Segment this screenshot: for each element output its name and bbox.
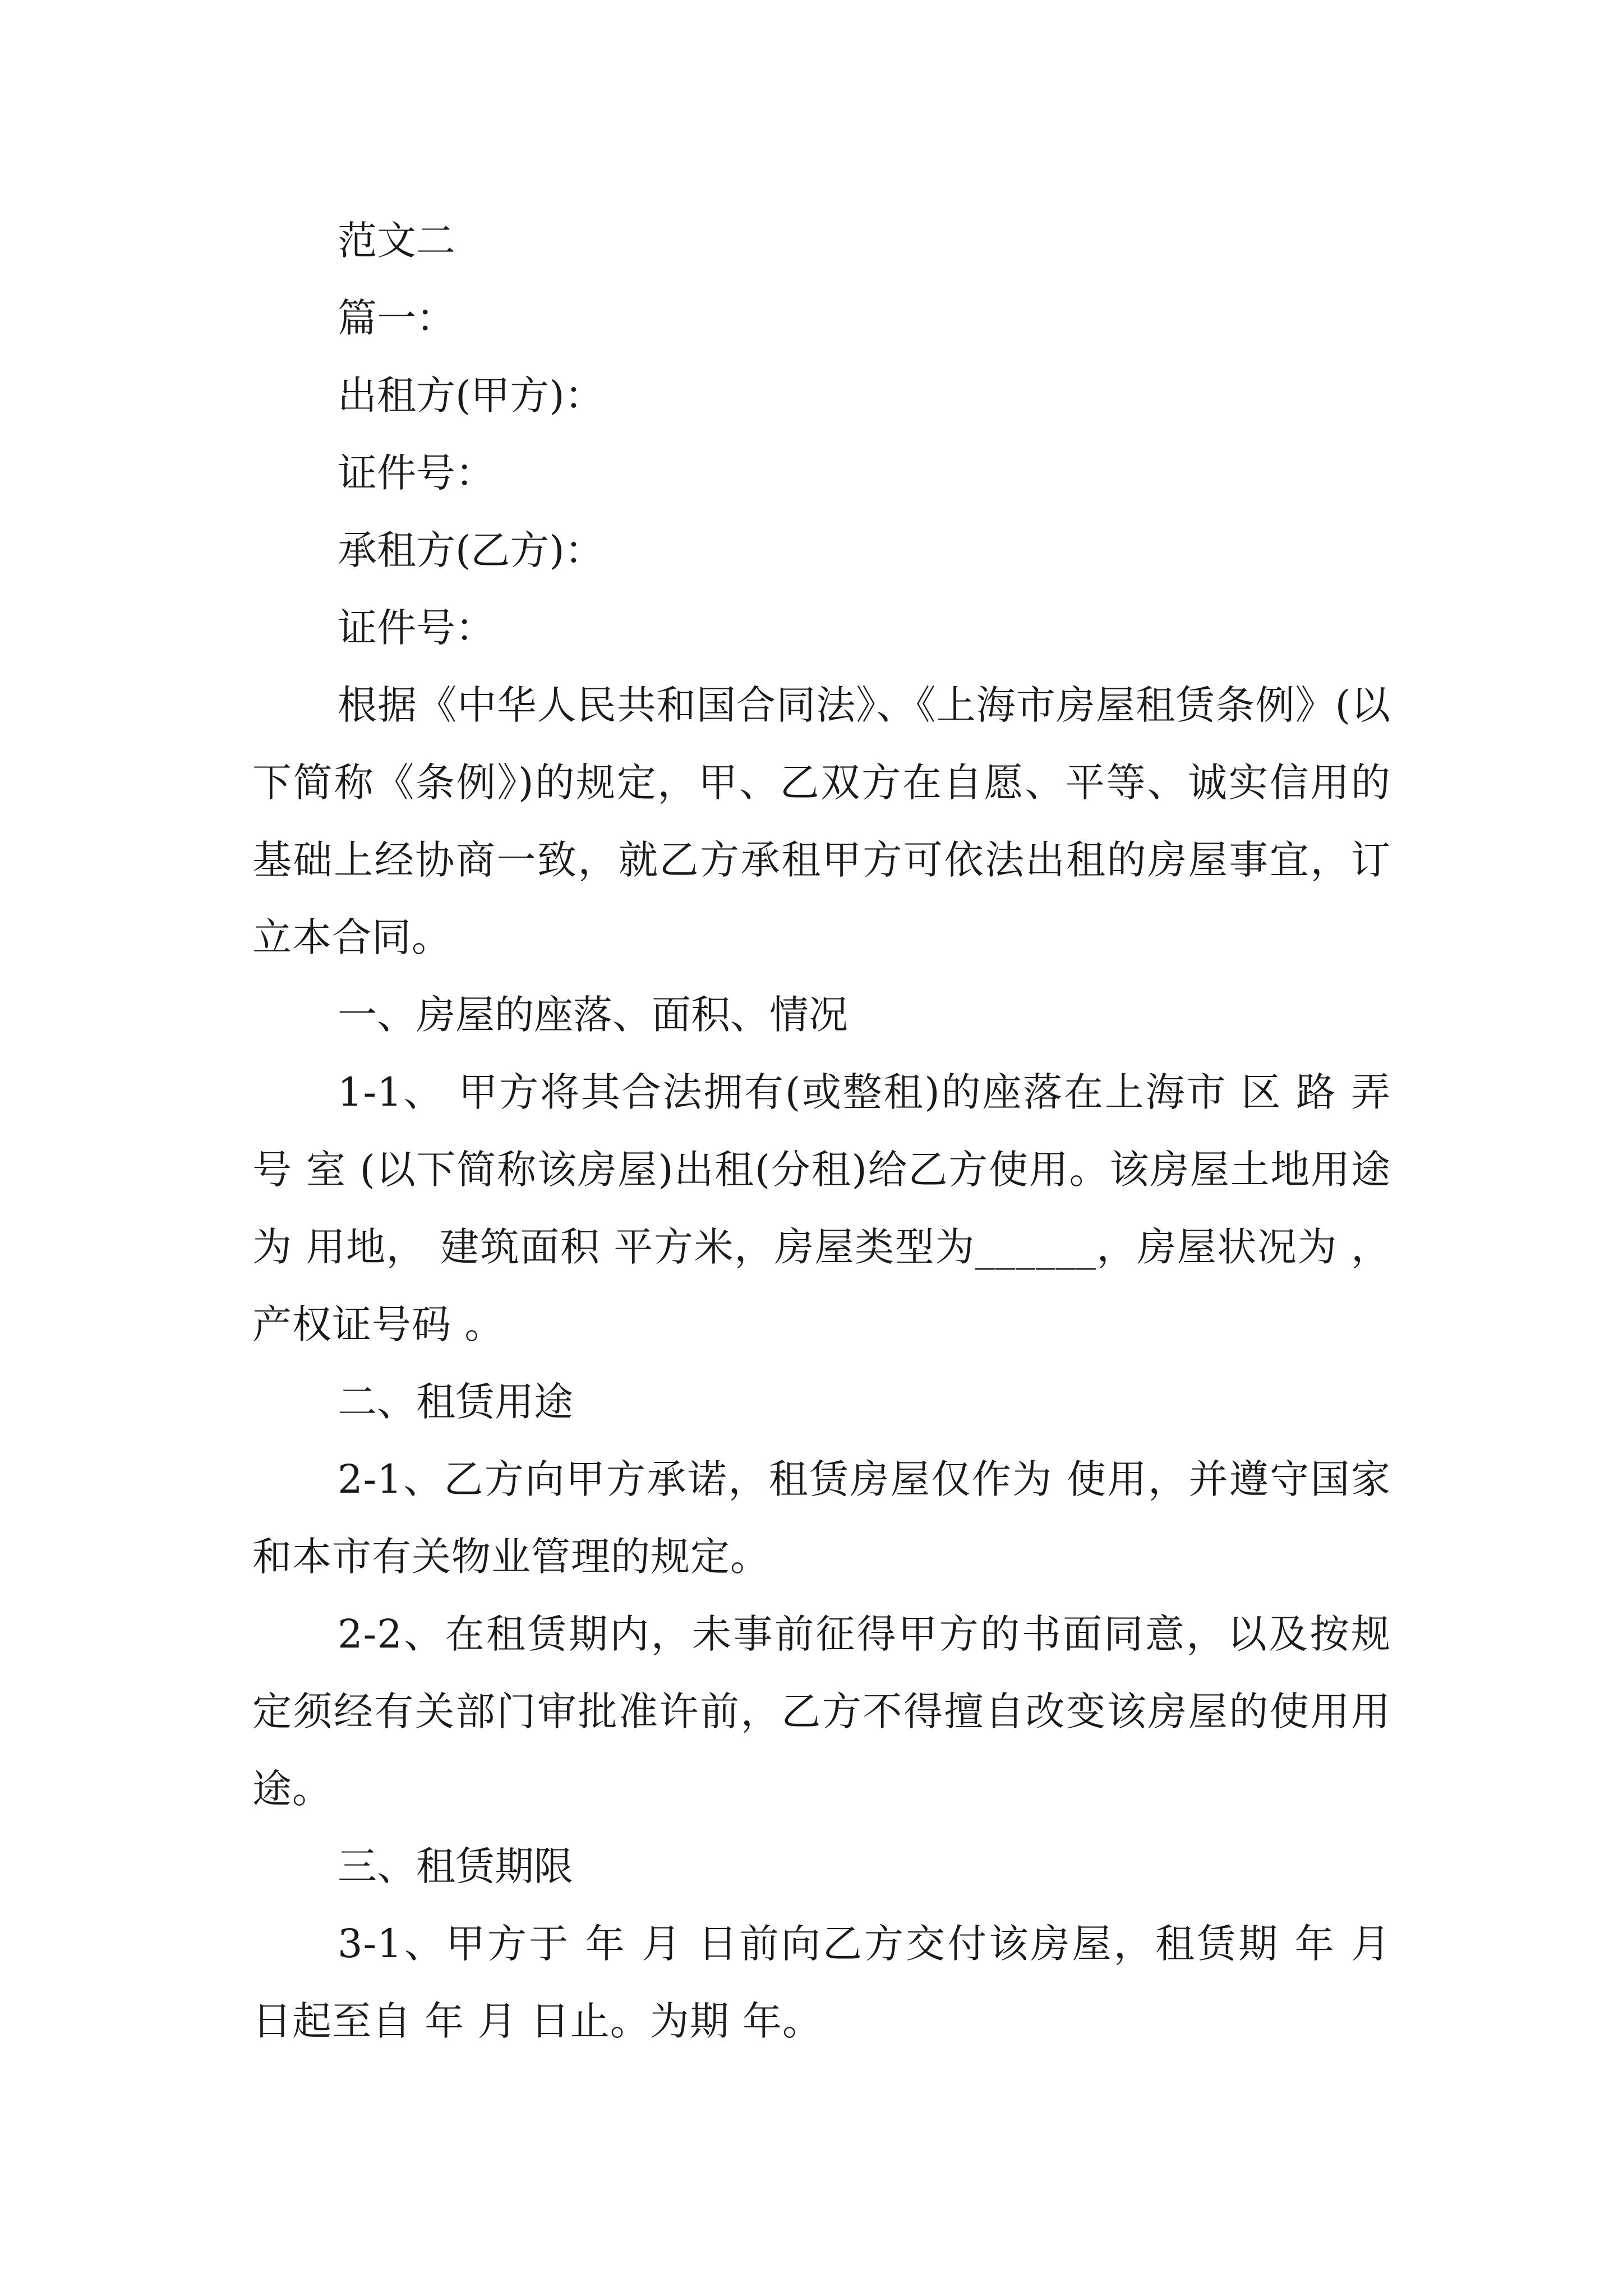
clause-2-2: 2-2、在租赁期内，未事前征得甲方的书面同意，以及按规定须经有关部门审批准许前，乙方不得擅自改变该房屋的使用用途。 bbox=[252, 1611, 1391, 1812]
article-1-title: 一、房屋的座落、面积、情况 bbox=[338, 992, 848, 1038]
lessee-id-label: 证件号： bbox=[338, 605, 495, 651]
clause-3-1: 3-1、甲方于 年 月 日前向乙方交付该房屋，租赁期 年 月 日起至自 年 月 日止。为期 年。 bbox=[252, 1921, 1391, 2044]
article-3-title: 三、租赁期限 bbox=[338, 1843, 573, 1889]
lessee-label: 承租方(乙方)： bbox=[338, 527, 604, 573]
section-title: 篇一： bbox=[338, 295, 455, 341]
document-body bbox=[252, 202, 1391, 2060]
preamble-paragraph: 根据《中华人民共和国合同法》、《上海市房屋租赁条例》(以下简称《条例》)的规定，甲、乙双方在自愿、平等、诚实信用的基础上经协商一致，就乙方承租甲方可依法出租的房屋事宜，订立本合同。 bbox=[252, 682, 1391, 960]
clause-2-1: 2-1、乙方向甲方承诺，租赁房屋仅作为 使用，并遵守国家和本市有关物业管理的规定。 bbox=[252, 1456, 1391, 1580]
clause-1-1: 1-1、 甲方将其合法拥有(或整租)的座落在上海市 区 路 弄 号 室 (以下简称该房屋)出租(分租)给乙方使用。该房屋土地用途为 用地， 建筑面积 平方米，房屋类型为______，房屋状况为 ，产权证号码 。 bbox=[252, 1069, 1391, 1347]
article-2-title: 二、租赁用途 bbox=[338, 1379, 573, 1425]
lessor-id-label: 证件号： bbox=[338, 450, 495, 496]
lessor-label: 出租方(甲方)： bbox=[338, 372, 604, 418]
document-heading: 范文二 bbox=[338, 218, 455, 264]
